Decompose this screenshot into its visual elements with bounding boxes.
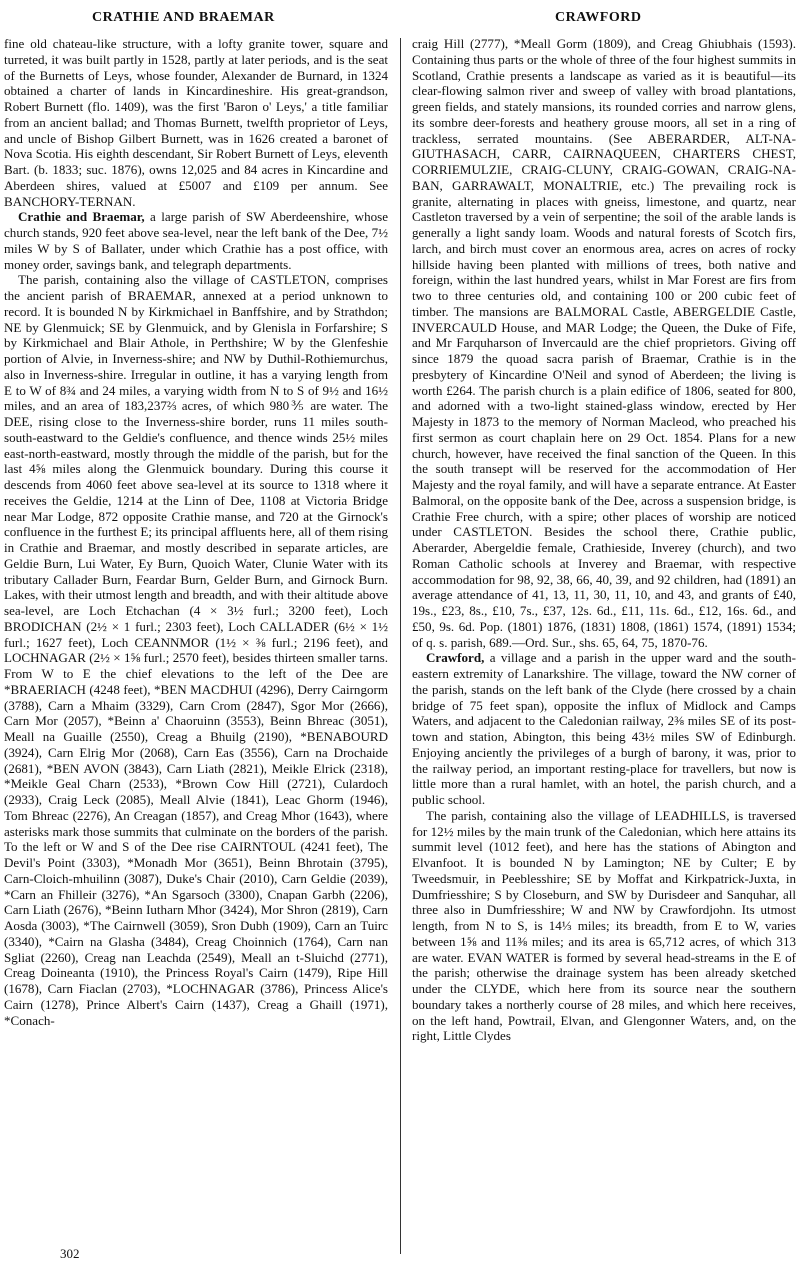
running-head-right: CRAWFORD [555,10,642,25]
parish-description-paragraph: The parish, containing also the village of CASTLETON, comprises the ancient parish of BRAEMAR, annexed at a period unknown to record. It is bounded N by Kirkmichael in Banffshire, and by Strathdon; NE by Glenmuick; SE by Glenmuick, and by Glenisla in Forfarshire; S by Kirkmichael and Blair Athole, in Perthshire; W by the Glenfeshie portion of Alvie, in Inverness-shire; and NW by Duthil-Rothiemurchus, also in Inverness-shire. Irregular in outline, it has a varying length from E to W of 8¾ and 24 miles, a varying width from N to S of 9½ and 16½ miles, and an area of 183,237⅔ acres, of which 980⅗ are water. The DEE, rising close to the Inverness-shire border, runs 11 miles south-south-eastward to the Geldie's confluence, and thence winds 25½ miles east-north-eastward, mostly through the middle of the parish, but for the last 4⅝ miles along the Glenmuick boundary. During this course it descends from 4060 feet above sea-level at its source to 1318 where it receives the Geldie, 1214 at the Linn of Dee, 1108 at Victoria Bridge near Mar Lodge, 872 opposite Crathie manse, and 720 at the Girnock's confluence in the furthest E; its principal affluents here, all of them rising in Crathie and Braemar, and mostly described in separate articles, are Geldie Burn, Lui Water, Ey Burn, Quoich Water, Clunie Water with its tributary Callader Burn, Feardar Burn, Gelder Burn, and Girnock Burn. Lakes, with their utmost length and breadth, and with their altitude above sea-level, are Loch Etchachan (4 × 3½ furl.; 3200 feet), Loch BRODICHAN (2½ × 1 furl.; 2303 feet), Loch CALLADER (6½ × 1½ furl.; 1627 feet), Loch CEANNMOR (1½ × ⅜ furl.; 2196 feet), and LOCHNAGAR (2½ × 1⅝ furl.; 2570 feet), besides thirteen smaller tarns. From W to E the chief elevations to the left of the Dee are *BRAERIACH (4248 feet), *BEN MACDHUI (4296), Derry Cairngorm (3788), Carn a Mhaim (3329), Carn Crom (2847), Sgor Mor (2666), Carn Mor (2057), *Beinn a' Chaoruinn (3553), Beinn Bhreac (3051), Meall na Guaille (2550), Creag a Bhuilg (2190), *BENABOURD (3924), Carn Elrig Mor (2068), Carn Eas (3556), Carn na Drochaide (2681), *BEN AVON (3843), Carn Liath (2821), Meikle Elrick (2318), *Meikle Geal Charn (2533), *Brown Cow Hill (2721), Culardoch (2933), Craig Leck (2085), Meall Alvie (1841), Leac Ghorm (1946), Tom Bhreac (2276), An Creagan (1857), and Creag Mhor (1643), where asterisks mark those summits that culminate on the borders of the parish. To the left or W and S of the Dee rise CAIRNTOUL (4241 feet), The Devil's Point (3303), *Monadh Mor (3651), Beinn Bhrotain (3795), Carn-Cloich-mhuilinn (3087), Duke's Chair (2010), Carn Geldie (2039), *Carn an Fhilleir (3276), *An Sgarsoch (3300), Cnapan Garbh (2206), Carn Liath (2676), *Beinn Iutharn Mhor (3424), Mor Shron (2819), Carn Aosda (3003), *The Cairnwell (3059), Sron Dubh (1909), Carn an Tuirc (3340), *Cairn na Glasha (3484), Creag Choinnich (1764), Carn nan Sgliat (2260), Creag nan Leachda (2549), Meall an t-Sluichd (2771), Creag Doineanta (1910), the Princess Royal's Cairn (1479), Ripe Hill (1678), Carn Fiaclan (2703), *LOCHNAGAR (3786), Princess Alice's Cairn (1278), Prince Albert's Cairn (1437), Creag a Ghaill (1971), *Conach- [4,272,388,1028]
parish-description-paragraph: The parish, containing also the village of LEADHILLS, is traversed for 12½ miles by the main trunk of the Caledonian, which here attains its summit level (1012 feet), and here has the stations of Abington and Elvanfoot. It is bounded N by Lamington; NE by Culter; E by Tweedsmuir, in Peeblesshire; SE by Moffat and Kirkpatrick-Juxta, in Dumfriesshire; S by Closeburn, and SW by Durisdeer and Sanquhar, all three also in Dumfriesshire; W and NW by Crawfordjohn. Its utmost length, from N to S, is 14⅓ miles; its breadth, from E to W, varies between 1⅝ and 11⅜ miles; and its area is 65,712 acres, of which 313 are water. EVAN WATER is formed by several head-streams in the E of the parish; otherwise the drainage system has been already sketched under the CLYDE, which here from its source near the southern boundary takes a northerly course of 28 miles, and which here receives, on the left hand, Powtrail, Elvan, and Glengonner Waters, and, on the right, Little Clydes [412,807,796,1044]
entry-text: a large parish of SW Aberdeenshire, whose church stands, 920 feet above sea-level, near the left bank of the Dee, 7½ miles W by S of Ballater, under which Crathie has a post office, with money order, savings bank, and telegraph departments. [4,209,388,272]
entry-crawford [412,650,796,808]
page-number: 302 [60,1246,80,1261]
entry-continuation-paragraph: craig Hill (2777), *Meall Gorm (1809), and Creag Ghiubhais (1593). Containing thus parts or the whole of three of the four highest summits in Scotland, Crathie presents a landscape as varied as it is beautiful—its clear-flowing salmon river and sweep of valley with broad plantations, green fields, and stately mansions, its rounded corries and narrow glens, its sombre deer-forests and heathery grouse moors, all set in a ring of trackless, serrated mountains. (See ABERARDER, ALT-NA-GIUTHASACH, CARR, CAIRNAQUEEN, CHARTERS CHEST, CORRIEMULZIE, CRAIG-CLUNY, CRAIG-GOWAN, CRAIG-NA-BAN, GARRAWALT, MONALTRIE, etc.) The prevailing rock is granite, alternating in places with gneiss, limestone, and quartz, near Castleton traversed by a vein of serpentine; the soil of the arable lands is generally a light sandy loam. Woods and natural forests of Scotch firs, larch, and birch must cover an enormous area, acres on acres of rocky hillside having been planted with millions of trees, both native and foreign, within the last hundred years, whilst in Mar Forest are firs from two to three centuries old, and containing 100 or 200 cubic feet of timber. The mansions are BALMORAL Castle, ABERGELDIE Castle, INVERCAULD House, and MAR Lodge; the Queen, the Duke of Fife, and Mr Farquharson of Invercauld are the chief proprietors. Giving off since 1879 the quoad sacra parish of Braemar, Crathie is in the presbytery of Kincardine O'Neil and synod of Aberdeen; the living is worth £264. The parish church is a plain edifice of 1806, seated for 800, and adorned with a two-light stained-glass window, erected by Her Majesty in 1873 to the memory of Norman Macleod, who preached his first sermon as court chaplain here on 29 Oct. 1854. Plans for a new church, however, have received the final sanction of the Queen. In this the south transept will be reserved for the accommodation of Her Majesty and the royal family, and will have a separate entrance. At Easter Balmoral, on the opposite bank of the Dee, across a suspension bridge, is Crathie Free church, with a spire; other places of worship are noticed under CASTLETON. Besides the school there, Crathie public, Aberarder, Abergeldie female, Crathieside, Inverey (church), and two Roman Catholic schools at Inverey and Braemar, with respective accommodation for 98, 92, 38, 66, 40, 39, and 92 children, had (1891) an average attendance of 41, 13, 11, 30, 11, 10, and 43, and grants of £40, 19s., £23, 8s., £10, 7s., £37, 12s. 6d., £11, 11s. 6d., £12, 16s. 6d., and £50, 9s. 6d. Pop. (1801) 1876, (1831) 1808, (1861) 1574, (1891) 1534; of q. s. parish, 689.—Ord. Sur., shs. 65, 64, 75, 1870-76. [412,36,796,650]
entry-continuation-paragraph: fine old chateau-like structure, with a lofty granite tower, square and turreted, it was built partly in 1528, partly at later periods, and is the seat of the Burnetts of Leys, whose founder, Alexander de Burnard, in 1324 obtained a charter of lands in Kincardineshire. His great-grandson, Robert Burnett (flo. 1409), was the first 'Baron o' Leys,' a title familiar from an ancient ballad; and Thomas Burnett, twelfth proprietor of Leys, and uncle of Bishop Gilbert Burnett, was in 1626 created a baronet of Nova Scotia. His eighth descendant, Sir Robert Burnett of Leys, eleventh Bart. (b. 1833; suc. 1876), owns 12,025 and 84 acres in Kincardine and Aberdeen shires, valued at £5007 and £109 per annum. See BANCHORY-TERNAN. [4,36,388,209]
entry-text: a village and a parish in the upper ward and the south-eastern extremity of Lanarkshire. The village, toward the NW corner of the parish, stands on the left bank of the Clyde (here crossed by a chain bridge of 75 feet span), opposite the influx of Midlock and Camps Waters, and adjacent to the Caledonian railway, 2⅜ miles SE of its post-town and station, Abington, this being 43½ miles SW of Edinburgh. Enjoying anciently the privileges of a burgh of barony, it was, prior to the railway period, an important resting-place for travellers, but now is little more than a rural hamlet, with an hotel, the parish church, and a public school. [412,650,796,807]
entry-crathie-and-braemar [4,209,388,272]
entry-term: Crathie and Braemar, [18,209,145,225]
column-divider [400,38,401,1254]
entry-term: Crawford, [426,650,485,666]
running-head-left: CRATHIE AND BRAEMAR [92,10,275,25]
right-column [412,36,796,1044]
left-column [4,36,388,1028]
